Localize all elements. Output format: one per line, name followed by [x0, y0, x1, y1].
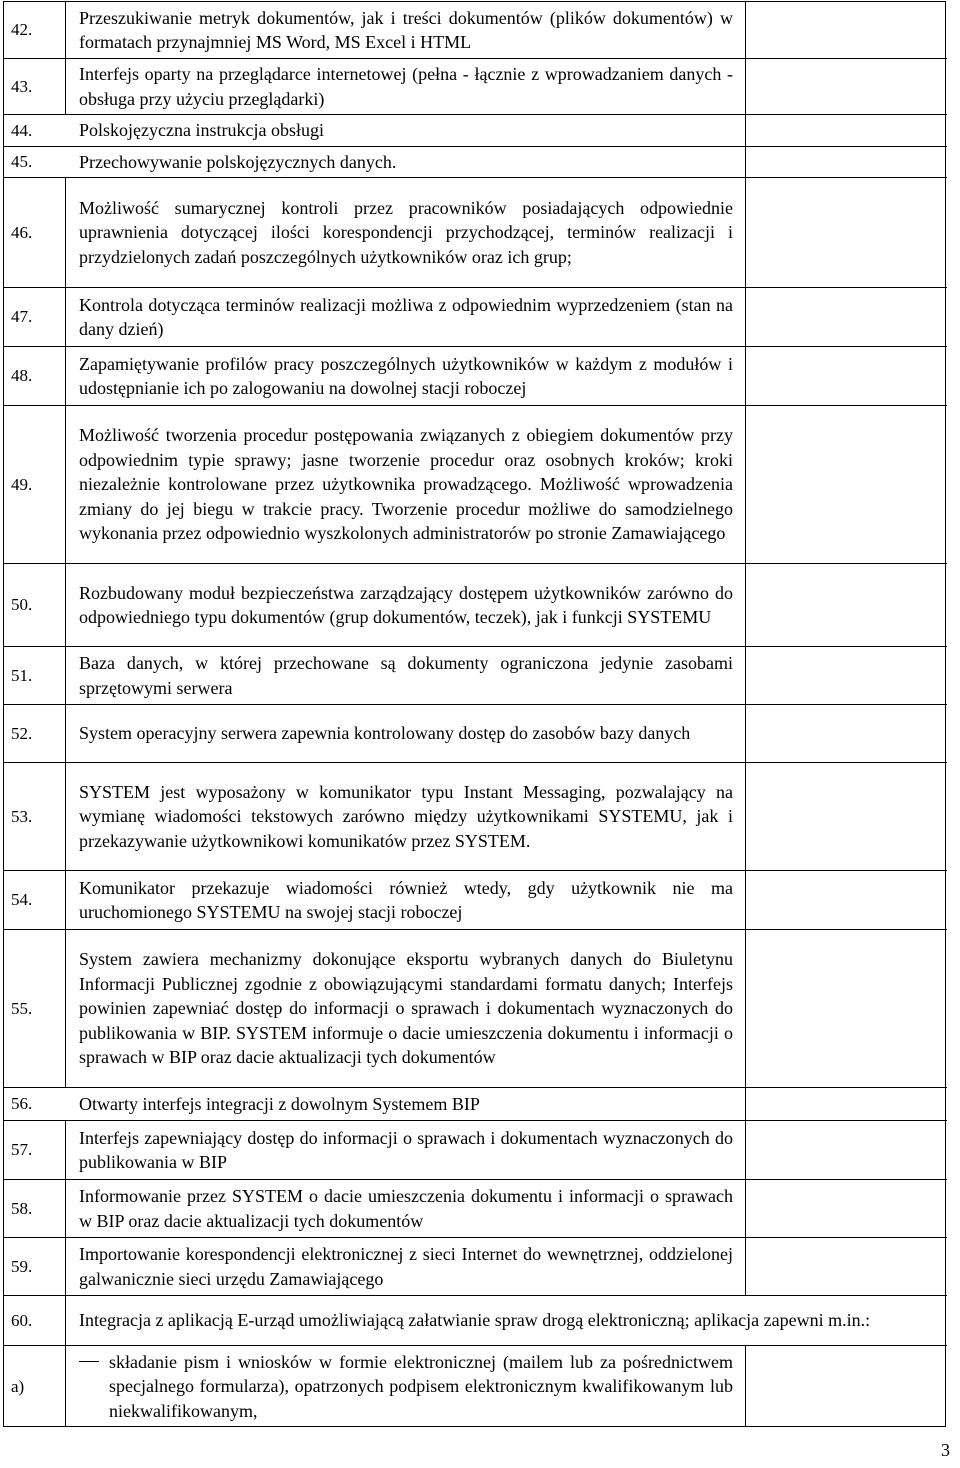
row-text: Interfejs zapewniający dostęp do informacji o sprawach i dokumentach wyznaczonych do publikowania w BIP: [79, 1127, 733, 1172]
table-row: [4, 287, 947, 346]
row-number: 58.: [4, 1180, 66, 1237]
row-number: 44.: [11, 120, 33, 140]
row-number: 45.: [11, 152, 33, 171]
row-text: Zapamiętywanie profilów pracy poszczególnych użytkowników w każdym z modułów i udostępnianie ich po zalogowaniu na dowolnej stacji roboczej: [79, 353, 733, 398]
row-text: Możliwość sumarycznej kontroli przez pracowników posiadających odpowiednie uprawnienia dotyczącej ilości korespondencji przychodzącej, terminów realizacji i przydzielonych zadań poszczególnych użytkowników oraz ich grup;: [79, 197, 733, 267]
row-number: 43.: [4, 59, 66, 114]
table-row: [4, 1295, 947, 1345]
row-text: Importowanie korespondencji elektronicznej z sieci Internet do wewnętrznej, oddzielonej galwanicznie sieci urzędu Zamawiającego: [79, 1244, 733, 1289]
row-text: składanie pism i wniosków w formie elektronicznej (mailem lub za pośrednictwem specjalnego formularza), opatrzonych podpisem elektronicznym kwalifikowanym lub niekwalifikowanym,: [109, 1351, 733, 1421]
table-row: [4, 177, 947, 287]
requirements-table-frame: [3, 1, 946, 1427]
table-row: [4, 929, 947, 1087]
row-text: Kontrola dotycząca terminów realizacji możliwa z odpowiednim wyprzedzeniem (stan na dany dzień): [79, 294, 733, 339]
table-row: [4, 346, 947, 405]
row-number: 56.: [11, 1094, 33, 1113]
row-number: 48.: [4, 347, 66, 405]
table-row: [4, 1087, 947, 1120]
row-number: 53.: [4, 763, 66, 870]
row-text: System zawiera mechanizmy dokonujące eksportu wybranych danych do Biuletynu Informacji Publicznej zgodnie z obowiązującymi standardami formatu danych; Interfejs powinien zapewniać dostęp do informacji o sprawach i dokumentach wyznaczonych do publikowania w BIP. SYSTEM informuje o dacie umieszczenia dokumentu i informacji o sprawach w BIP oraz dacie aktualizacji tych dokumentów: [79, 949, 733, 1068]
row-text: Integracja z aplikacją E-urząd umożliwiającą załatwianie spraw drogą elektroniczną; aplikacja zapewni m.in.:: [79, 1310, 871, 1331]
table-row: [4, 405, 947, 563]
row-text: Informowanie przez SYSTEM o dacie umieszczenia dokumentu i informacji o sprawach w BIP oraz dacie aktualizacji tych dokumentów: [79, 1186, 733, 1231]
table-row: [4, 1345, 947, 1427]
row-number: 50.: [4, 564, 66, 646]
row-number: 46.: [4, 178, 66, 287]
table-row: [4, 114, 947, 146]
row-number: 57.: [4, 1121, 66, 1179]
row-text: Polskojęzyczna instrukcja obsługi: [79, 120, 324, 141]
row-number: 51.: [4, 647, 66, 704]
row-text: Baza danych, w której przechowane są dokumenty ograniczona jedynie zasobami sprzętowymi serwera: [79, 653, 733, 698]
row-text: Przeszukiwanie metryk dokumentów, jak i treści dokumentów (plików dokumentów) w formatach przynajmniej MS Word, MS Excel i HTML: [79, 7, 733, 52]
row-text: Rozbudowany moduł bezpieczeństwa zarządzający dostępem użytkowników zarówno do odpowiedniego typu dokumentów (grup dokumentów, teczek), jak i funkcji SYSTEMU: [79, 582, 733, 627]
table-row: [4, 146, 947, 177]
row-text: Możliwość tworzenia procedur postępowania związanych z obiegiem dokumentów przy odpowiednim typie sprawy; jasne tworzenie procedur oraz osobnych kroków; kroki niezależnie kontrolowane przez użytkownika prowadzącego. Możliwość wprowadzenia zmiany do jej biegu w trakcie pracy. Tworzenie procedur możliwe do samodzielnego wykonania przez odpowiednio wyszkolonych administratorów po stronie Zamawiającego: [79, 425, 733, 544]
table-row: [4, 704, 947, 762]
table-row: [4, 58, 947, 114]
row-text: Przechowywanie polskojęzycznych danych.: [79, 151, 397, 172]
column-divider: [745, 1345, 746, 1427]
row-number: 60.: [4, 1296, 66, 1345]
table-row: [4, 563, 947, 646]
row-number: 49.: [4, 406, 66, 563]
row-text: Interfejs oparty na przeglądarce internetowej (pełna - łącznie z wprowadzaniem danych - obsługa przy użyciu przeglądarki): [79, 64, 733, 109]
row-number: 47.: [4, 288, 66, 346]
row-number: 52.: [4, 705, 66, 762]
row-number: 42.: [4, 2, 66, 58]
row-text: Komunikator przekazuje wiadomości również wtedy, gdy użytkownik nie ma uruchomionego SYSTEMU na swojej stacji roboczej: [79, 877, 733, 922]
table-row: [4, 646, 947, 704]
table-row: [4, 1179, 947, 1237]
table-row: [4, 1237, 947, 1295]
table-row: [4, 870, 947, 929]
row-number: 59.: [4, 1238, 66, 1295]
row-number: 55.: [4, 930, 66, 1087]
row-text: Otwarty interfejs integracji z dowolnym Systemem BIP: [79, 1093, 480, 1114]
table-row: [4, 762, 947, 870]
column-divider: [745, 2, 746, 1295]
row-number: 54.: [4, 871, 66, 929]
row-number: a): [4, 1346, 66, 1427]
page-number: 3: [941, 1440, 950, 1460]
list-item: [79, 1350, 733, 1424]
row-text: SYSTEM jest wyposażony w komunikator typu Instant Messaging, pozwalający na wymianę wiadomości tekstowych zarówno między użytkownikami SYSTEMU, jak i przekazywanie użytkownikowi komunikatów przez SYSTEM.: [79, 781, 733, 851]
dash-bullet-icon: [79, 1350, 109, 1375]
table-row: [4, 1120, 947, 1179]
row-text: System operacyjny serwera zapewnia kontrolowany dostęp do zasobów bazy danych: [79, 723, 691, 744]
table-row: [4, 2, 947, 58]
